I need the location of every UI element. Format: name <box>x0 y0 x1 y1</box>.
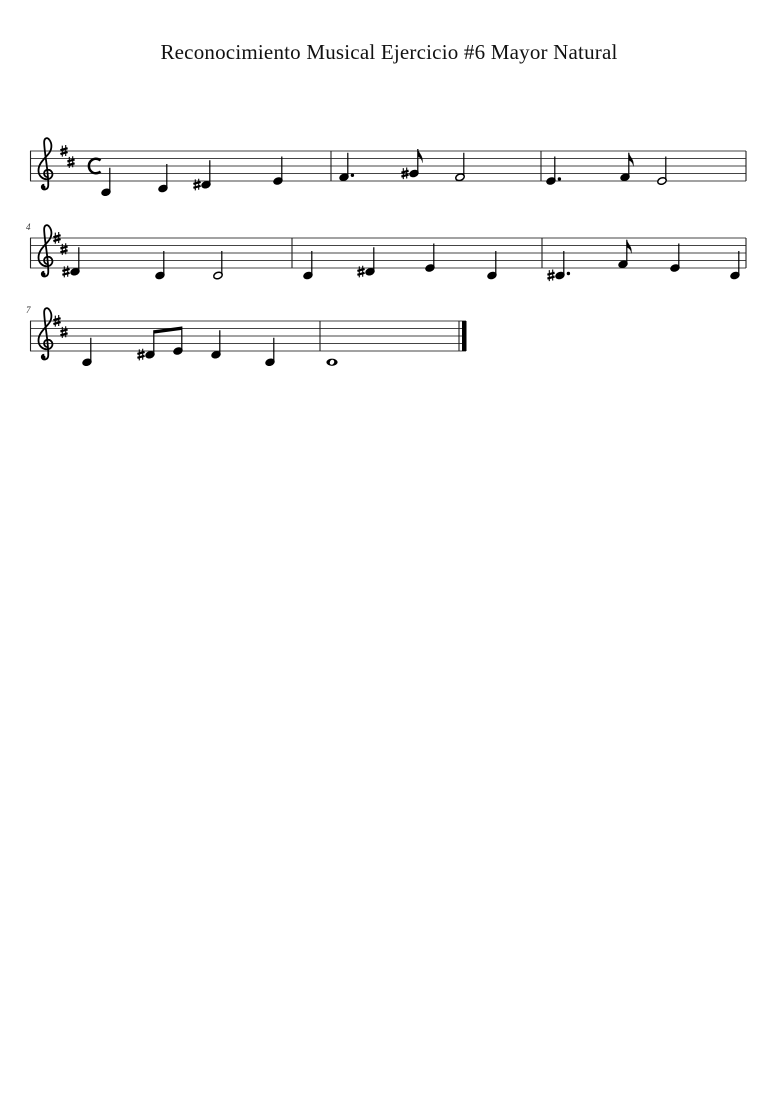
sharp-slant-strokes <box>67 159 74 165</box>
note-Cs4 <box>730 251 740 280</box>
sharp-accidental-icon <box>357 266 364 278</box>
staff-system-2 <box>26 222 746 281</box>
sharp-slant-strokes <box>60 246 67 252</box>
note-Cs4 <box>158 164 168 193</box>
sharp-accidental-icon <box>547 270 554 282</box>
page-title: Reconocimiento Musical Ejercicio #6 Mayor Natural <box>160 40 618 64</box>
clef-ball <box>41 355 45 359</box>
note-Cs4 <box>487 251 497 280</box>
staff-system-3 <box>26 305 467 367</box>
augmentation-dot <box>567 272 570 275</box>
sharp-accidental-icon <box>193 179 200 191</box>
clef-stem <box>42 138 50 189</box>
sharp-vertical-strokes <box>64 266 67 278</box>
note-B3 <box>82 338 92 367</box>
measure-number: 7 <box>26 305 31 315</box>
treble-clef-icon <box>39 225 53 276</box>
note-B3 <box>326 359 337 366</box>
note-E4 <box>657 157 667 186</box>
note-B3 <box>101 168 111 197</box>
augmentation-dot <box>351 174 354 177</box>
clef-ball <box>41 185 45 189</box>
sharp-slant-strokes <box>137 352 144 358</box>
measure-number: 4 <box>26 222 31 232</box>
sharp-slant-strokes <box>547 273 554 279</box>
note-E4 <box>273 157 283 186</box>
eighth-flag-icon <box>629 153 634 167</box>
augmentation-dot <box>558 177 561 180</box>
note-B3 <box>265 338 275 367</box>
note-Ds4 <box>357 247 375 277</box>
sharp-accidental-icon <box>62 266 69 278</box>
note-Ds4 <box>137 330 155 360</box>
sharp-vertical-strokes <box>195 179 198 191</box>
note-Cs4 <box>213 251 223 280</box>
staff-system-1 <box>30 138 746 197</box>
note-Fs4 <box>620 153 634 182</box>
treble-clef-icon <box>39 138 53 189</box>
sharp-slant-strokes <box>193 182 200 188</box>
note-E4 <box>670 244 680 273</box>
sharp-slant-strokes <box>60 329 67 335</box>
sharp-accidental-icon <box>137 349 144 361</box>
note-Cs4 <box>303 251 313 280</box>
note-E4 <box>425 244 435 273</box>
beam <box>154 327 182 334</box>
sheet-music <box>0 0 778 430</box>
note-Gs4 <box>401 149 422 179</box>
note-Cs4 <box>547 251 570 281</box>
note-Fs4 <box>618 240 632 269</box>
sharp-vertical-strokes <box>359 266 362 278</box>
note-Ds4 <box>193 160 211 190</box>
sharp-vertical-strokes <box>549 270 552 282</box>
note-Fs4 <box>339 153 354 182</box>
clef-ball <box>41 272 45 276</box>
treble-clef-icon <box>39 308 53 359</box>
clef-stem <box>42 308 50 359</box>
final-thick-barline <box>462 321 467 351</box>
note-Fs4 <box>455 153 465 182</box>
note-Cs4 <box>155 251 165 280</box>
eighth-flag-icon <box>627 240 632 254</box>
clef-stem <box>42 225 50 276</box>
note-Ds4 <box>211 330 221 359</box>
sharp-slant-strokes <box>357 269 364 275</box>
sharp-slant-strokes <box>62 269 69 275</box>
sharp-vertical-strokes <box>139 349 142 361</box>
